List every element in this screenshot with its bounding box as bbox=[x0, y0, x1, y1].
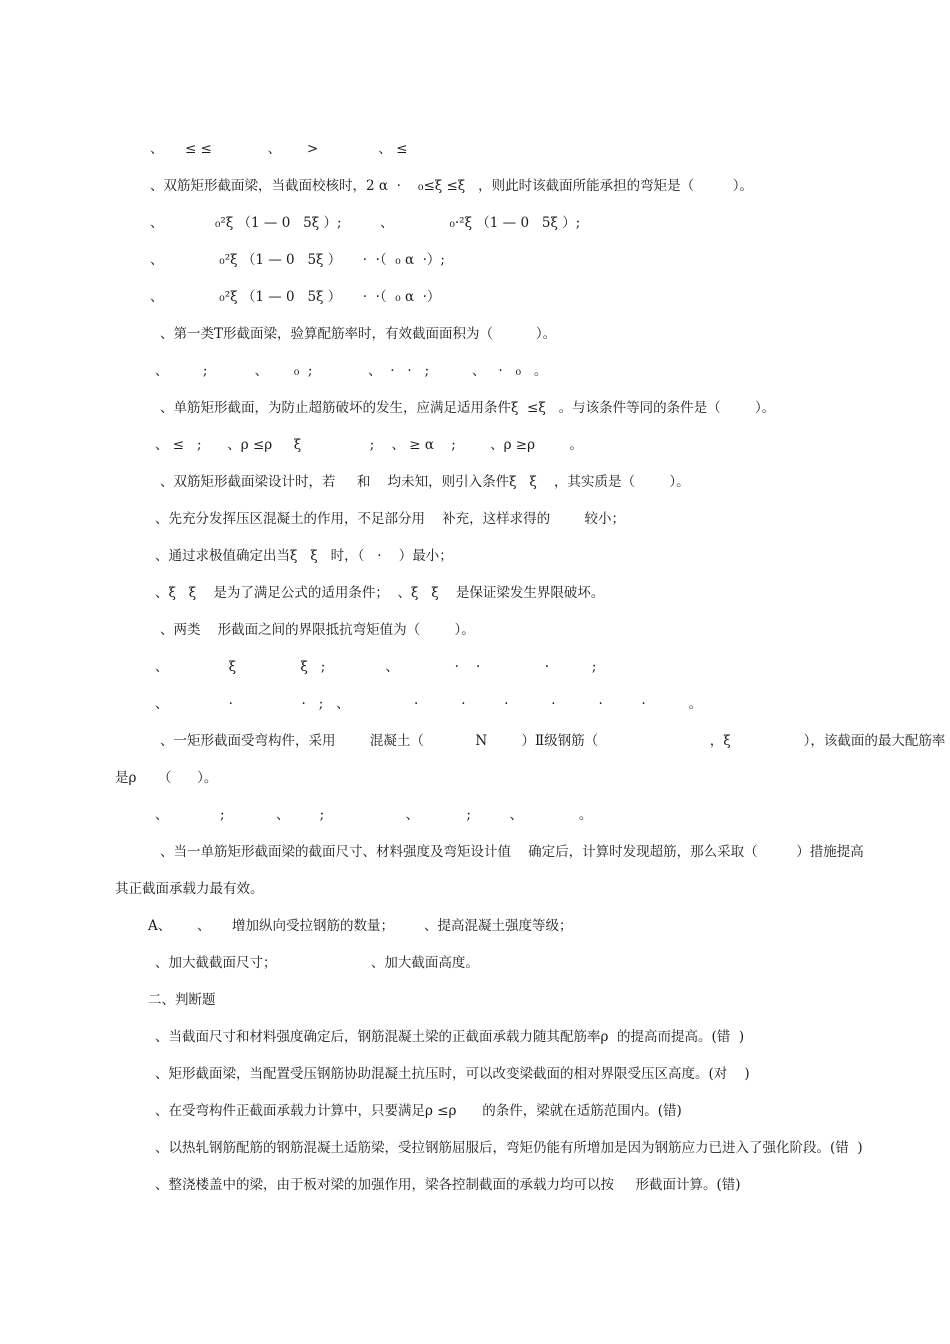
text-line bbox=[155, 1065, 750, 1083]
line-text: 、 · · ; 、 · · · · · · 。 bbox=[155, 696, 703, 712]
line-text: 、 ₀²ξ （1 — 0 5ξ ） · ·（ ₀ α ·）; bbox=[150, 252, 445, 268]
text-line bbox=[155, 954, 479, 972]
text-line bbox=[160, 473, 690, 491]
line-text: 、第一类T形截面梁，验算配筋率时，有效截面面积为（ ）。 bbox=[160, 326, 557, 342]
text-line bbox=[155, 658, 596, 676]
line-text: 、在受弯构件正截面承载力计算中，只要满足ρ ≤ρ 的条件，梁就在适筋范围内。(错) bbox=[155, 1103, 682, 1119]
text-line bbox=[148, 917, 573, 935]
text-line bbox=[155, 436, 583, 454]
text-line bbox=[160, 621, 475, 639]
line-text: 、单筋矩形截面，为防止超筋破坏的发生，应满足适用条件ξ ≤ξ 。与该条件等同的条件是（ ）。 bbox=[160, 400, 776, 416]
text-line bbox=[155, 1028, 744, 1046]
text-line bbox=[155, 695, 702, 713]
line-text: 、整浇楼盖中的梁，由于板对梁的加强作用，梁各控制截面的承载力均可以按 形截面计算。(错) bbox=[155, 1177, 741, 1193]
line-text: 、 ≤ ; 、ρ ≤ρ ξ ; 、 ≥ α ; 、ρ ≥ρ 。 bbox=[155, 437, 583, 453]
text-line bbox=[155, 584, 604, 602]
text-line bbox=[155, 1139, 863, 1157]
line-text: 、 ξ ξ ; 、 · · · ; bbox=[155, 659, 597, 675]
text-line bbox=[155, 362, 547, 380]
text-line bbox=[155, 806, 592, 824]
text-line bbox=[115, 880, 264, 898]
line-text: 其正截面承载力最有效。 bbox=[115, 881, 264, 897]
line-text: 、 ₀²ξ （1 — 0 5ξ ） · ·（ ₀ α ·） bbox=[150, 289, 441, 305]
line-text: 、加大截截面尺寸； 、加大截面高度。 bbox=[155, 955, 479, 971]
text-line bbox=[115, 769, 217, 787]
line-text: A、 、 增加纵向受拉钢筋的数量； 、提高混凝土强度等级； bbox=[148, 918, 573, 934]
text-line bbox=[155, 510, 625, 528]
line-text: 、通过求极值确定出当ξ ξ 时，（ · ）最小； bbox=[155, 548, 453, 564]
text-line bbox=[155, 1176, 741, 1194]
text-line bbox=[150, 251, 445, 269]
line-text: 、 ; 、 ₀ ; 、 · · ; 、 · ₀ 。 bbox=[155, 363, 548, 379]
text-line bbox=[148, 991, 216, 1009]
line-text: 、 ≤ ≤ 、 > 、 ≤ bbox=[150, 141, 408, 157]
line-text: 、双筋矩形截面梁设计时，若 和 均未知，则引入条件ξ ξ ，其实质是（ ）。 bbox=[160, 474, 690, 490]
line-text: 、以热轧钢筋配筋的钢筋混凝土适筋梁，受拉钢筋屈服后，弯矩仍能有所增加是因为钢筋应力已进入了强化阶段。(错 ) bbox=[155, 1140, 863, 1156]
line-text: 、两类 形截面之间的界限抵抗弯矩值为（ ）。 bbox=[160, 622, 475, 638]
line-text: 、ξ ξ 是为了满足公式的适用条件； 、ξ ξ 是保证梁发生界限破坏。 bbox=[155, 585, 605, 601]
line-text: 、矩形截面梁，当配置受压钢筋协助混凝土抗压时，可以改变梁截面的相对界限受压区高度。(对 ) bbox=[155, 1066, 750, 1082]
text-line bbox=[160, 732, 945, 750]
line-text: 、当一单筋矩形截面梁的截面尺寸、材料强度及弯矩设计值 确定后，计算时发现超筋，那么采取（ ）措施提高 bbox=[160, 844, 864, 860]
text-line bbox=[160, 325, 556, 343]
line-text: 、当截面尺寸和材料强度确定后，钢筋混凝土梁的正截面承载力随其配筋率ρ 的提高而提高。(错 ) bbox=[155, 1029, 745, 1045]
text-line bbox=[155, 547, 453, 565]
line-text: 是ρ （ ）。 bbox=[115, 770, 218, 786]
line-text: 、双筋矩形截面梁，当截面校核时，2 α · ₀≤ξ ≤ξ ，则此时该截面所能承担的弯矩是（ ）。 bbox=[150, 178, 753, 194]
line-text: 二、判断题 bbox=[148, 992, 216, 1008]
line-text: 、先充分发挥压区混凝土的作用，不足部分用 补充，这样求得的 较小； bbox=[155, 511, 625, 527]
line-text: 、 ₀²ξ （1 — 0 5ξ ）; 、 ₀·²ξ （1 — 0 5ξ ）; bbox=[150, 215, 581, 231]
text-line bbox=[160, 843, 864, 861]
text-line bbox=[150, 214, 580, 232]
line-text: 、一矩形截面受弯构件，采用 混凝土（ N ）Ⅱ级钢筋（ ，ξ ），该截面的最大配筋率 bbox=[160, 733, 946, 749]
text-line bbox=[150, 288, 440, 306]
text-line bbox=[150, 140, 407, 158]
text-line bbox=[150, 177, 753, 195]
text-line bbox=[155, 1102, 682, 1120]
line-text: 、 ; 、 ; 、 ; 、 。 bbox=[155, 807, 593, 823]
text-line bbox=[160, 399, 775, 417]
